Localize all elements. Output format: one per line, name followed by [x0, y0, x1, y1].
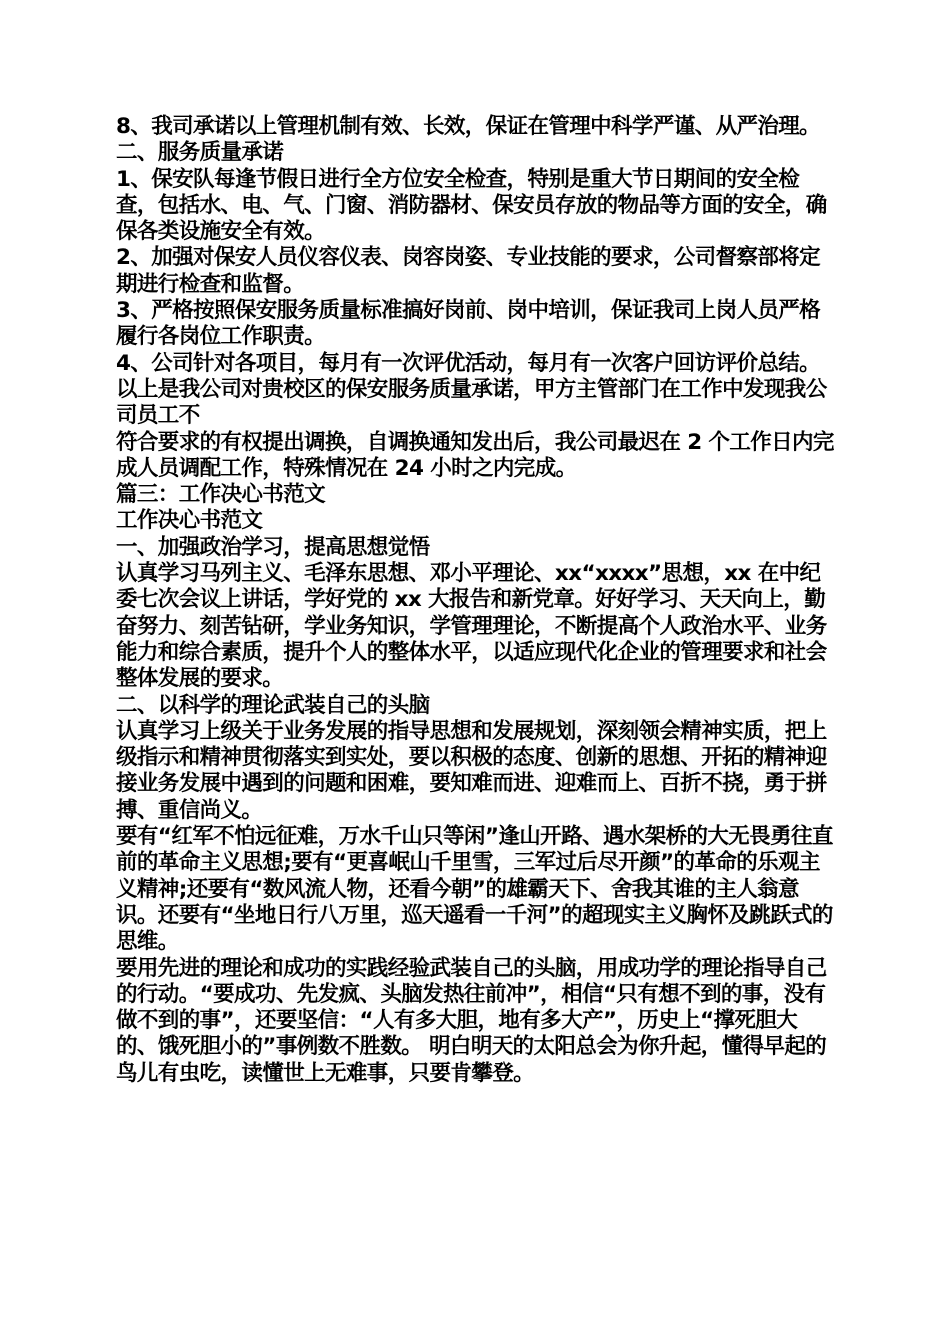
paragraph-service-4: 4、公司针对各项目，每月有一次评优活动，每月有一次客户回访评价总结。: [116, 350, 821, 376]
paragraph-summary: 以上是我公司对贵校区的保安服务质量承诺，甲方主管部门在工作中发现我公司员工不: [116, 376, 827, 429]
document-body: [116, 114, 836, 1087]
paragraph-service-1: 1、保安队每逢节假日进行全方位安全检查，特别是重大节日期间的安全检查，包括水、电、气、门窗、消防器材、保安员存放的物品等方面的安全，确保各类设施安全有效。: [116, 166, 827, 245]
paragraph-commitment-8: 8、我司承诺以上管理机制有效、长效，保证在管理中科学严谨、从严治理。: [116, 114, 821, 139]
paragraph-service-3: 3、严格按照保安服务质量标准搞好岗前、岗中培训，保证我司上岗人员严格履行各岗位工作职责。: [116, 298, 821, 350]
document-title: 工作决心书范文: [116, 508, 263, 534]
paragraph-business-guidance: 认真学习上级关于业务发展的指导思想和发展规划，深刻领会精神实质，把上级指示和精神贯彻落实到实处，要以积极的态度、创新的思想、开拓的精神迎接业务发展中遇到的问题和困难，要知难而进、迎难而上、百折不挠，勇于拼搏、重信尚义。: [116, 718, 827, 823]
paragraph-revolutionary-spirit: 要有“红军不怕远征难，万水千山只等闲”逢山开路、遇水架桥的大无畏勇往直前的革命主义思想;要有“更喜岷山千里雪，三军过后尽开颜”的革命的乐观主义精神;还要有“数风流人物，还看今朝”的雄霸天下、舍我其谁的主人翁意识。还要有“坐地日行八万里，巡天遥看一千河”的超现实主义胸怀及跳跃式的思维。: [116, 824, 833, 955]
paragraph-advanced-theory: 要用先进的理论和成功的实践经验武装自己的头脑，用成功学的理论指导自己的行动。“要成功、先发疯、头脑发热往前冲”，相信“只有想不到的事，没有做不到的事”，还要坚信：“人有多大胆，地有多大产”，历史上“撑死胆大的、饿死胆小的”事例数不胜数。 明白明天的太阳总会为你升起，懂得早起的鸟儿有虫吃，读懂世上无难事，只要肯攀登。: [116, 955, 827, 1086]
heading-part-three: 篇三：工作决心书范文: [116, 482, 326, 508]
paragraph-summary-continued: 符合要求的有权提出调换，自调换通知发出后，我公司最迟在 2 个工作日内完成人员调配工作，特殊情况在 24 小时之内完成。: [116, 429, 834, 481]
paragraph-political-study: 认真学习马列主义、毛泽东思想、邓小平理论、xx“xxxx”思想，xx 在中纪委七次会议上讲话，学好党的 xx 大报告和新党章。好好学习、天天向上，勤奋努力、刻苦钻研，学业务知识，学管理理论，不断提高个人政治水平、业务能力和综合素质，提升个人的整体水平，以适应现代化企业的管理要求和社会整体发展的要求。: [116, 561, 827, 692]
paragraph-service-2: 2、加强对保安人员仪容仪表、岗容岗姿、专业技能的要求，公司督察部将定期进行检查和监督。: [116, 245, 821, 297]
heading-service-quality: 二、服务质量承诺: [116, 140, 284, 166]
heading-political-study: 一、加强政治学习，提高思想觉悟: [116, 534, 430, 560]
heading-scientific-theory: 二、以科学的理论武装自己的头脑: [116, 692, 430, 718]
